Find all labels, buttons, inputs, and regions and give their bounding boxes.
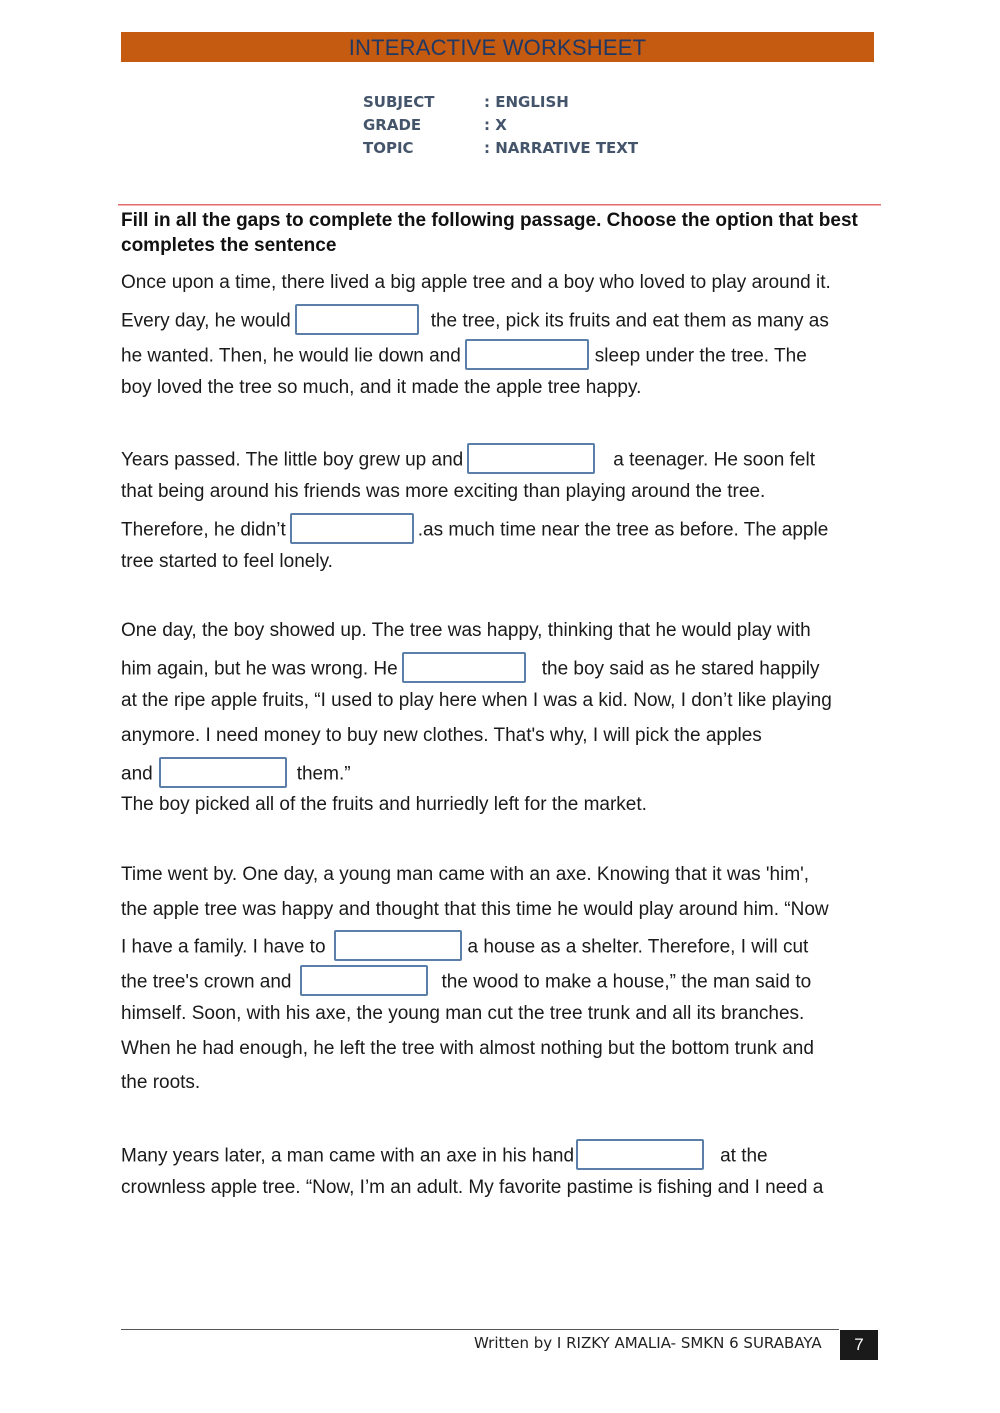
passage-line xyxy=(121,967,811,998)
passage-line xyxy=(121,306,829,337)
passage-line: at the ripe apple fruits, “I used to play here when I was a kid. Now, I don’t like playing xyxy=(121,690,832,711)
passage-text: sleep under the tree. The xyxy=(594,345,807,367)
passage-text: the tree, pick its fruits and eat them as many as xyxy=(430,310,829,332)
passage-line: crownless apple tree. “Now, I’m an adult. My favorite pastime is fishing and I need a xyxy=(121,1177,824,1198)
gap-input-5[interactable] xyxy=(402,652,526,683)
worksheet-title-banner: INTERACTIVE WORKSHEET xyxy=(121,32,874,62)
passage-text: a house as a shelter. Therefore, I will cut xyxy=(467,936,809,958)
meta-row-topic xyxy=(363,137,638,160)
passage-text: I have a family. I have to xyxy=(121,936,326,958)
footer-credit: Written by I RIZKY AMALIA- SMKN 6 SURABAYA xyxy=(474,1334,822,1352)
passage-line xyxy=(121,1141,768,1172)
passage-text: Every day, he would xyxy=(121,310,291,332)
passage-line xyxy=(121,445,815,476)
passage-line: boy loved the tree so much, and it made the apple tree happy. xyxy=(121,377,642,398)
passage-text: at the xyxy=(720,1145,768,1167)
meta-key: GRADE xyxy=(363,116,422,134)
passage-text: him again, but he was wrong. He xyxy=(121,658,398,680)
meta-row-subject xyxy=(363,91,638,114)
section-divider xyxy=(118,204,881,206)
meta-value: : NARRATIVE TEXT xyxy=(484,139,639,157)
passage-line: Once upon a time, there lived a big apple tree and a boy who loved to play around it. xyxy=(121,272,831,293)
page-number: 7 xyxy=(840,1330,878,1360)
meta-key: SUBJECT xyxy=(363,93,435,111)
passage-text: the wood to make a house,” the man said to xyxy=(441,971,812,993)
gap-input-7[interactable] xyxy=(334,930,462,961)
passage-text: the tree's crown and xyxy=(121,971,292,993)
passage-text: Years passed. The little boy grew up and xyxy=(121,449,464,471)
meta-value: : X xyxy=(484,116,507,134)
gap-input-4[interactable] xyxy=(290,513,414,544)
passage-line: One day, the boy showed up. The tree was happy, thinking that he would play with xyxy=(121,620,811,641)
meta-value: : ENGLISH xyxy=(484,93,569,111)
passage-text: Many years later, a man came with an axe in his hand xyxy=(121,1145,575,1167)
passage-line: the apple tree was happy and thought that this time he would play around him. “Now xyxy=(121,899,829,920)
gap-input-3[interactable] xyxy=(467,443,595,474)
passage-line: himself. Soon, with his axe, the young man cut the tree trunk and all its branches. xyxy=(121,1003,805,1024)
passage-line: The boy picked all of the fruits and hurriedly left for the market. xyxy=(121,794,647,815)
footer-divider xyxy=(121,1329,839,1330)
passage-text: he wanted. Then, he would lie down and xyxy=(121,345,461,367)
passage-line: the roots. xyxy=(121,1072,201,1093)
meta-key: TOPIC xyxy=(363,139,414,157)
passage-line: tree started to feel lonely. xyxy=(121,551,333,572)
passage-line xyxy=(121,759,351,790)
gap-input-1[interactable] xyxy=(295,304,419,335)
passage-text: and xyxy=(121,763,153,785)
gap-input-8[interactable] xyxy=(300,965,428,996)
gap-input-9[interactable] xyxy=(576,1139,704,1170)
passage-line xyxy=(121,654,820,685)
passage-line xyxy=(121,341,807,372)
worksheet-meta xyxy=(363,91,638,160)
passage-text: .as much time near the tree as before. The apple xyxy=(417,519,829,541)
passage-text: Therefore, he didn’t xyxy=(121,519,286,541)
passage-text: them.” xyxy=(296,763,351,785)
passage-line xyxy=(121,515,828,546)
passage-text: the boy said as he stared happily xyxy=(541,658,820,680)
gap-input-6[interactable] xyxy=(159,757,287,788)
passage-line: anymore. I need money to buy new clothes. That's why, I will pick the apples xyxy=(121,725,762,746)
meta-row-grade xyxy=(363,114,638,137)
passage-line: When he had enough, he left the tree with almost nothing but the bottom trunk and xyxy=(121,1038,814,1059)
gap-input-2[interactable] xyxy=(465,339,589,370)
passage-line: Time went by. One day, a young man came with an axe. Knowing that it was 'him', xyxy=(121,864,810,885)
instructions: Fill in all the gaps to complete the following passage. Choose the option that best completes the sentence xyxy=(121,210,858,256)
passage-line xyxy=(121,932,808,963)
passage-line: that being around his friends was more exciting than playing around the tree. xyxy=(121,481,766,502)
passage-text: a teenager. He soon felt xyxy=(613,449,815,471)
